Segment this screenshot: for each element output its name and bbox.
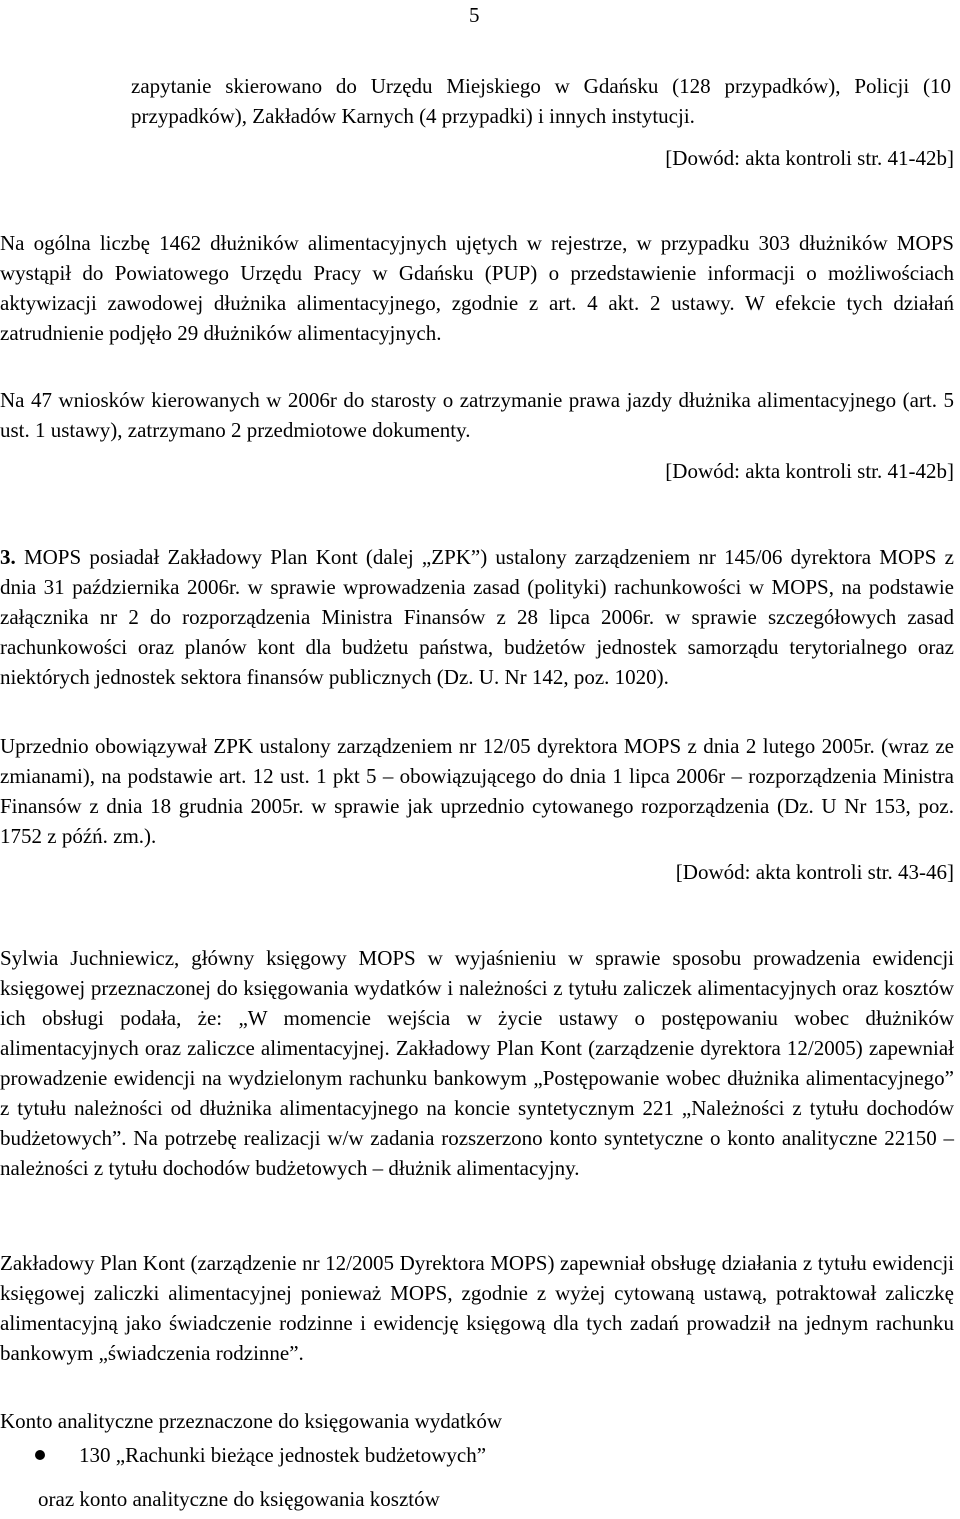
paragraph-juchniewicz: Sylwia Juchniewicz, główny księgowy MOPS w wyjaśnieniu w sprawie sposobu prowadzenia ewidencji księgowej przeznaczonej do księgowania wydatków i należności z tytułu zaliczek alimentacyjnych oraz kosztów ich obsługi podała, że: „W momencie wejścia w życie ustawy o postępowaniu wobec dłużników alimentacyjnych oraz zaliczce alimentacyjnej. Zakładowy Plan Kont (zarządzenie dyrektora 12/2005) zapewniał prowadzenie ewidencji na wydzielonym rachunku bankowym „Postępowanie wobec dłużnika alimentacyjnego” z tytułu należności od dłużnika alimentacyjnego na koncie syntetycznym 221 „Należności z tytułu dochodów budżetowych”. Na potrzebę realizacji w/w zadania rozszerzono konto syntetyczne o konto analityczne 22150 – należności z tytułu dochodów budżetowych – dłużnik alimentacyjny.	[0, 946, 954, 1180]
paragraph-konto-wydatkow: Konto analityczne przeznaczone do księgowania wydatków	[0, 1409, 503, 1433]
paragraph-zpk: 3. MOPS posiadał Zakładowy Plan Kont (dalej „ZPK”) ustalony zarządzeniem nr 145/06 dyrektora MOPS z dnia 31 października 2006r. w sprawie wprowadzenia zasad (polityki) rachunkowości w MOPS, na podstawie załącznika nr 2 do rozporządzenia Ministra Finansów z 28 lipca 2006r. w sprawie szczegółowych zasad rachunkowości oraz planów kont dla budżetu państwa, budżetów jednostek samorządu terytorialnego oraz niektórych jednostek sektora finansów publicznych (Dz. U. Nr 142, poz. 1020).	[0, 545, 954, 689]
bullet-list-item: 130 „Rachunki bieżące jednostek budżetowych”	[79, 1443, 487, 1467]
paragraph-uprzednio: Uprzednio obowiązywał ZPK ustalony zarządzeniem nr 12/05 dyrektora MOPS z dnia 2 lutego 2005r. (wraz ze zmianami), na podstawie art. 12 ust. 1 pkt 5 – obowiązującego do dnia 1 lipca 2006r – rozporządzenia Ministra Finansów z dnia 18 grudnia 2005r. w sprawie jak uprzednio cytowanego rozporządzenia (Dz. U Nr 153, poz. 1752 z późń. zm.).	[0, 734, 954, 848]
paragraph-starosta: Na 47 wniosków kierowanych w 2006r do starosty o zatrzymanie prawa jazdy dłużnika alimentacyjnego (art. 5 ust. 1 ustawy), zatrzymano 2 przedmiotowe dokumenty.	[0, 388, 954, 442]
evidence-reference-2: [Dowód: akta kontroli str. 41-42b]	[665, 459, 954, 483]
section-number: 3.	[0, 545, 16, 569]
paragraph-pup: Na ogólna liczbę 1462 dłużników alimentacyjnych ujętych w rejestrze, w przypadku 303 dłużników MOPS wystąpił do Powiatowego Urzędu Pracy w Gdańsku (PUP) o przedstawienie informacji o możliwościach aktywizacji zawodowej dłużnika alimentacyjnego, zgodnie z art. 4 akt. 2 ustawy. W efekcie tych działań zatrudnienie podjęło 29 dłużników alimentacyjnych.	[0, 231, 954, 345]
evidence-reference-1: [Dowód: akta kontroli str. 41-42b]	[665, 146, 954, 170]
paragraph-konto-kosztow: oraz konto analityczne do księgowania kosztów	[38, 1487, 440, 1511]
paragraph-zaliczka: Zakładowy Plan Kont (zarządzenie nr 12/2005 Dyrektora MOPS) zapewniał obsługę działania z tytułu ewidencji księgowej zaliczki alimentacyjnej ponieważ MOPS, zgodnie z wyżej cytowaną ustawą, potraktował zaliczkę alimentacyjną jako świadczenie rodzinne i ewidencję księgową dla tych zadań prowadził na jednym rachunku bankowym „świadczenia rodzinne”.	[0, 1251, 954, 1365]
bullet-marker	[35, 1450, 45, 1460]
page-number: 5	[469, 3, 480, 27]
evidence-reference-3: [Dowód: akta kontroli str. 43-46]	[675, 860, 954, 884]
paragraph-intro: zapytanie skierowano do Urzędu Miejskiego w Gdańsku (128 przypadków), Policji (10 przypadków), Zakładów Karnych (4 przypadki) i innych instytucji.	[131, 74, 951, 128]
